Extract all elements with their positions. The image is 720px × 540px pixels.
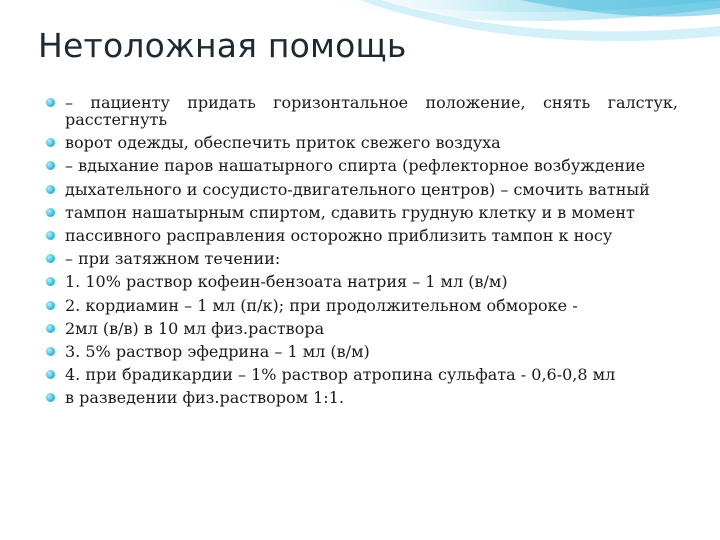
list-item (46, 204, 678, 221)
list-item-text: – пациенту придать горизонтальное положение, снять галстук, расстегнуть (65, 93, 678, 129)
list-item-text: ворот одежды, обеспечить приток свежего воздуха (65, 133, 501, 153)
round-bullet-icon (46, 98, 55, 107)
list-item (46, 250, 678, 267)
round-bullet-icon (46, 254, 55, 263)
list-item-text: пассивного расправления осторожно приблизить тампон к носу (65, 225, 613, 245)
list-item-text: 2. кордиамин – 1 мл (п/к); при продолжительном обмороке - (65, 295, 578, 315)
list-item-text: 3. 5% раствор эфедрина – 1 мл (в/м) (65, 341, 370, 361)
round-bullet-icon (46, 161, 55, 170)
list-item-text: – при затяжном течении: (65, 249, 281, 269)
list-item (46, 227, 678, 244)
list-item-text: 1. 10% раствор кофеин-бензоата натрия – 1 мл (в/м) (65, 272, 508, 292)
round-bullet-icon (46, 185, 55, 194)
round-bullet-icon (46, 301, 55, 310)
list-item (46, 343, 678, 360)
round-bullet-icon (46, 138, 55, 147)
list-item-text: в разведении физ.раствором 1:1. (65, 388, 344, 408)
list-item (46, 320, 678, 337)
list-item-text: 4. при брадикардии – 1% раствор атропина сульфата - 0,6-0,8 мл (65, 365, 616, 385)
list-item (46, 366, 678, 383)
round-bullet-icon (46, 393, 55, 402)
list-item (46, 181, 678, 198)
list-item-text: – вдыхание паров нашатырного спирта (рефлекторное возбуждение (65, 156, 646, 176)
list-item (46, 297, 678, 314)
list-item (46, 94, 678, 128)
list-item (46, 273, 678, 290)
list-item-text: 2мл (в/в) в 10 мл физ.раствора (65, 318, 325, 338)
list-item-text: тампон нашатырным спиртом, сдавить грудную клетку и в момент (65, 202, 635, 222)
round-bullet-icon (46, 277, 55, 286)
list-item (46, 389, 678, 406)
round-bullet-icon (46, 324, 55, 333)
round-bullet-icon (46, 231, 55, 240)
list-item-text: дыхательного и сосудисто-двигательного центров) – смочить ватный (65, 179, 650, 199)
round-bullet-icon (46, 370, 55, 379)
list-item (46, 157, 678, 174)
round-bullet-icon (46, 347, 55, 356)
list-item (46, 134, 678, 151)
slide-title: Нетоложная помощь (38, 26, 407, 65)
round-bullet-icon (46, 208, 55, 217)
bullet-list (46, 94, 678, 412)
